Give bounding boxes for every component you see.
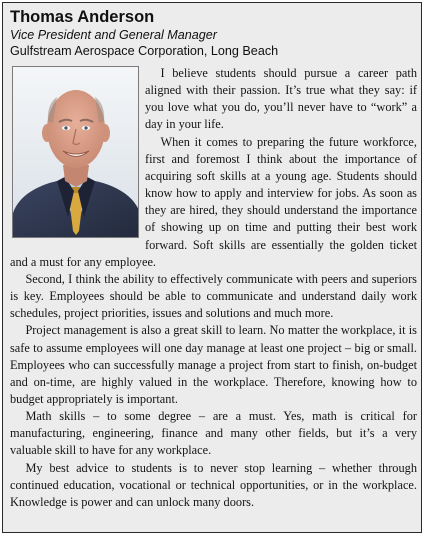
person-organization: Gulfstream Aerospace Corporation, Long Beach (10, 44, 279, 58)
article-body (10, 65, 417, 511)
paragraph: Second, I think the ability to effectively communicate with peers and superiors is key. Employees should be able to communicate and understand daily work schedules, project priorities, issues and solutions and much more. (10, 271, 417, 321)
person-name: Thomas Anderson (10, 8, 155, 26)
photo-spacer (10, 65, 145, 241)
paragraph: When it comes to preparing the future workforce, first and foremost I think about the importance of acquiring soft skills at a young age. Students should know how to apply and interview for jobs. As soon as they are hired, they should understand the importance of showing up on time and putting their best work forward. Soft skills are essentially the golden ticket and a must for any employee. (10, 134, 417, 269)
paragraph: Project management is also a great skill to learn. No matter the workplace, it is safe to assume employees will one day manage at least one project – big or small. Employees who can successfully manage a project from start to finish, on-budget and on-time, are highly valued in the workplace. Therefore, knowing how to budget appropriately is important. (10, 323, 417, 406)
profile-card (2, 2, 422, 533)
paragraph: Math skills – to some degree – are a must. Yes, math is critical for manufacturing, engineering, finance and many other fields, but it’s a very valuable skill to have for any workplace. (10, 409, 417, 458)
profile-header (10, 7, 420, 59)
person-title: Vice President and General Manager (10, 28, 217, 42)
paragraph: My best advice to students is to never stop learning – whether through continued education, vocational or technical opportunities, or in the workplace. Knowledge is power and can unlock many doors. (10, 460, 417, 509)
paragraph: I believe students should pursue a career path aligned with their passion. It’s true what they say: if you love what you do, you’ll never have to “work” a day in your life. (145, 66, 417, 132)
